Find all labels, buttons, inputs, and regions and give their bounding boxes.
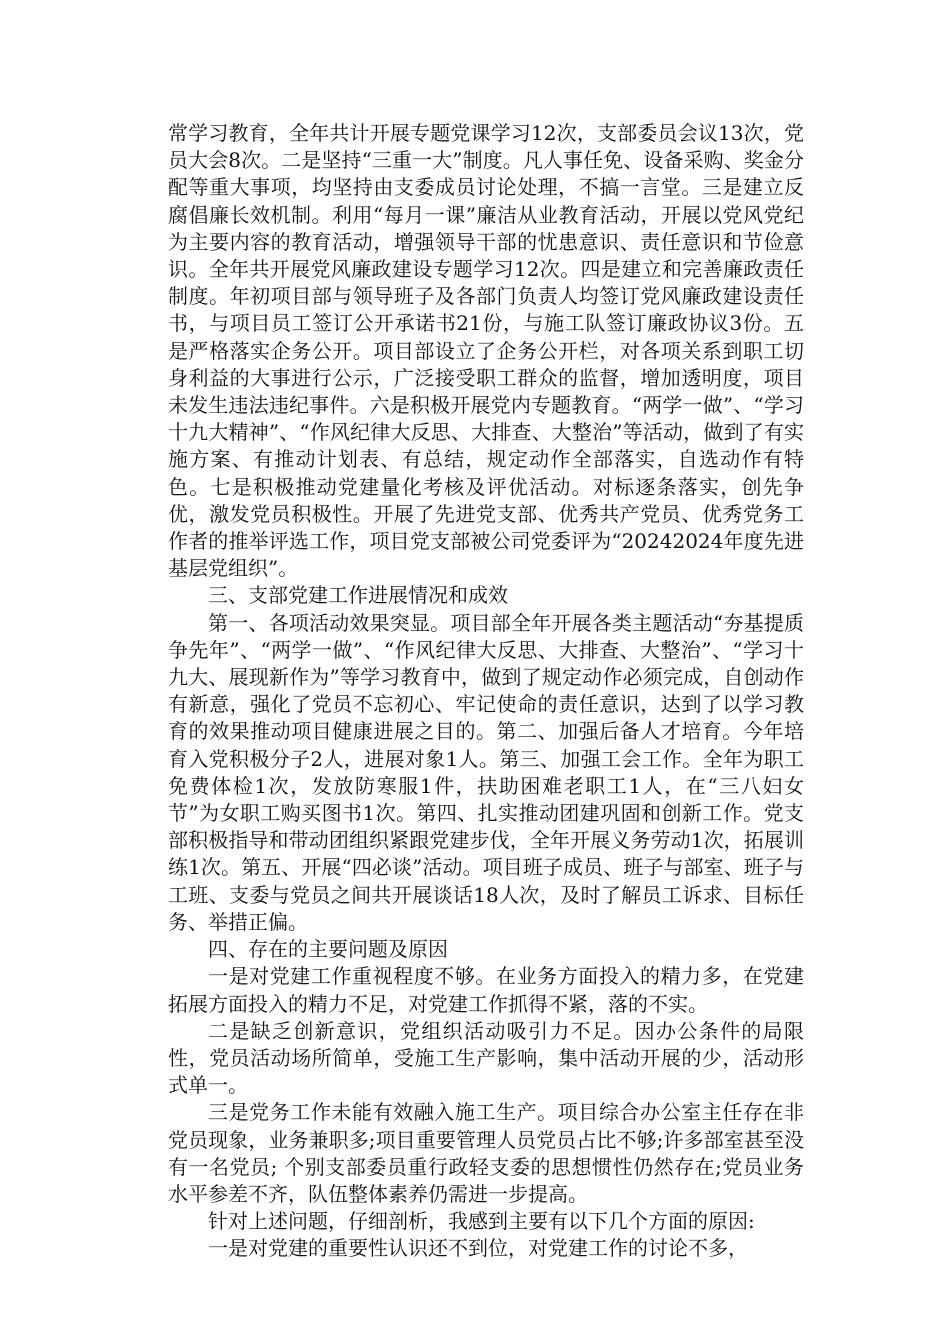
paragraph-problem-one: 一是对党建工作重视程度不够。在业务方面投入的精力多，在党建拓展方面投入的精力不足，对党建工作抓得不紧，落的不实。 (168, 964, 804, 1016)
paragraph-cause-intro: 针对上述问题，仔细剖析，我感到主要有以下几个方面的原因: (208, 1209, 755, 1234)
paragraph-problem-three: 三是党务工作未能有效融入施工生产。项目综合办公室主任存在非党员现象，业务兼职多;项目重要管理人员党员占比不够;许多部室甚至没有一名党员; 个别支部委员重行政轻支委的思想惯性仍然存在;党员业务水平参差不齐，队伍整体素养仍需进一步提高。 (168, 1100, 804, 1206)
section-heading-problems-and-causes: 四、存在的主要问题及原因 (208, 937, 448, 962)
section-heading-progress-and-results: 三、支部党建工作进展情况和成效 (208, 583, 508, 608)
paragraph-cause-one: 一是对党建的重要性认识还不到位，对党建工作的讨论不多， (208, 1236, 748, 1261)
paragraph-progress-and-results: 第一、各项活动效果突显。项目部全年开展各类主题活动“夯基提质争先年”、“两学一做”、“作风纪律大反思、大排查、大整治”、“学习十九大、展现新作为”等学习教育中，做到了规定动作必须完成，自创动作有新意，强化了党员不忘初心、牢记使命的责任意识，达到了以学习教育的效果推动项目健康进展之目的。第二、加强后备人才培育。今年培育入党积极分子2人，进展对象1人。第三、加强工会工作。全年为职工免费体检1次，发放防寒服1件，扶助困难老职工1人，在“三八妇女节”为女职工购买图书1次。第四、扎实推动团建巩固和创新工作。党支部积极指导和带动团组织紧跟党建步伐，全年开展义务劳动1次，拓展训练1次。第五、开展“四必谈”活动。项目班子成员、班子与部室、班子与工班、支委与党员之间共开展谈话18人次，及时了解员工诉求、目标任务、举措正偏。 (168, 610, 804, 934)
paragraph-problem-two: 二是缺乏创新意识，党组织活动吸引力不足。因办公条件的局限性，党员活动场所简单，受施工生产影响，集中活动开展的少，活动形式单一。 (168, 1018, 804, 1098)
paragraph-party-building-work-continued: 常学习教育，全年共计开展专题党课学习12次，支部委员会议13次，党员大会8次。二是坚持“三重一大”制度。凡人事任免、设备采购、奖金分配等重大事项，均坚持由支委成员讨论处理，不搞一言堂。三是建立反腐倡廉长效机制。利用“每月一课”廉洁从业教育活动，开展以党风党纪为主要内容的教育活动，增强领导干部的忧患意识、责任意识和节俭意识。全年共开展党风廉政建设专题学习12次。四是建立和完善廉政责任制度。年初项目部与领导班子及各部门负责人均签订党风廉政建设责任书，与项目员工签订公开承诺书21份，与施工队签订廉政协议3份。五是严格落实企务公开。项目部设立了企务公开栏，对各项关系到职工切身利益的大事进行公示，广泛接受职工群众的监督，增加透明度，项目未发生违法违纪事件。六是积极开展党内专题教育。“两学一做”、“学习十九大精神”、“作风纪律大反思、大排查、大整治”等活动，做到了有实施方案、有推动计划表、有总结，规定动作全部落实，自选动作有特色。七是积极推动党建量化考核及评优活动。对标逐条落实，创先争优，激发党员积极性。开展了先进党支部、优秀共产党员、优秀党务工作者的推举评选工作，项目党支部被公司党委评为“20242024年度先进基层党组织”。 (168, 121, 804, 581)
document-body (168, 120, 804, 1263)
